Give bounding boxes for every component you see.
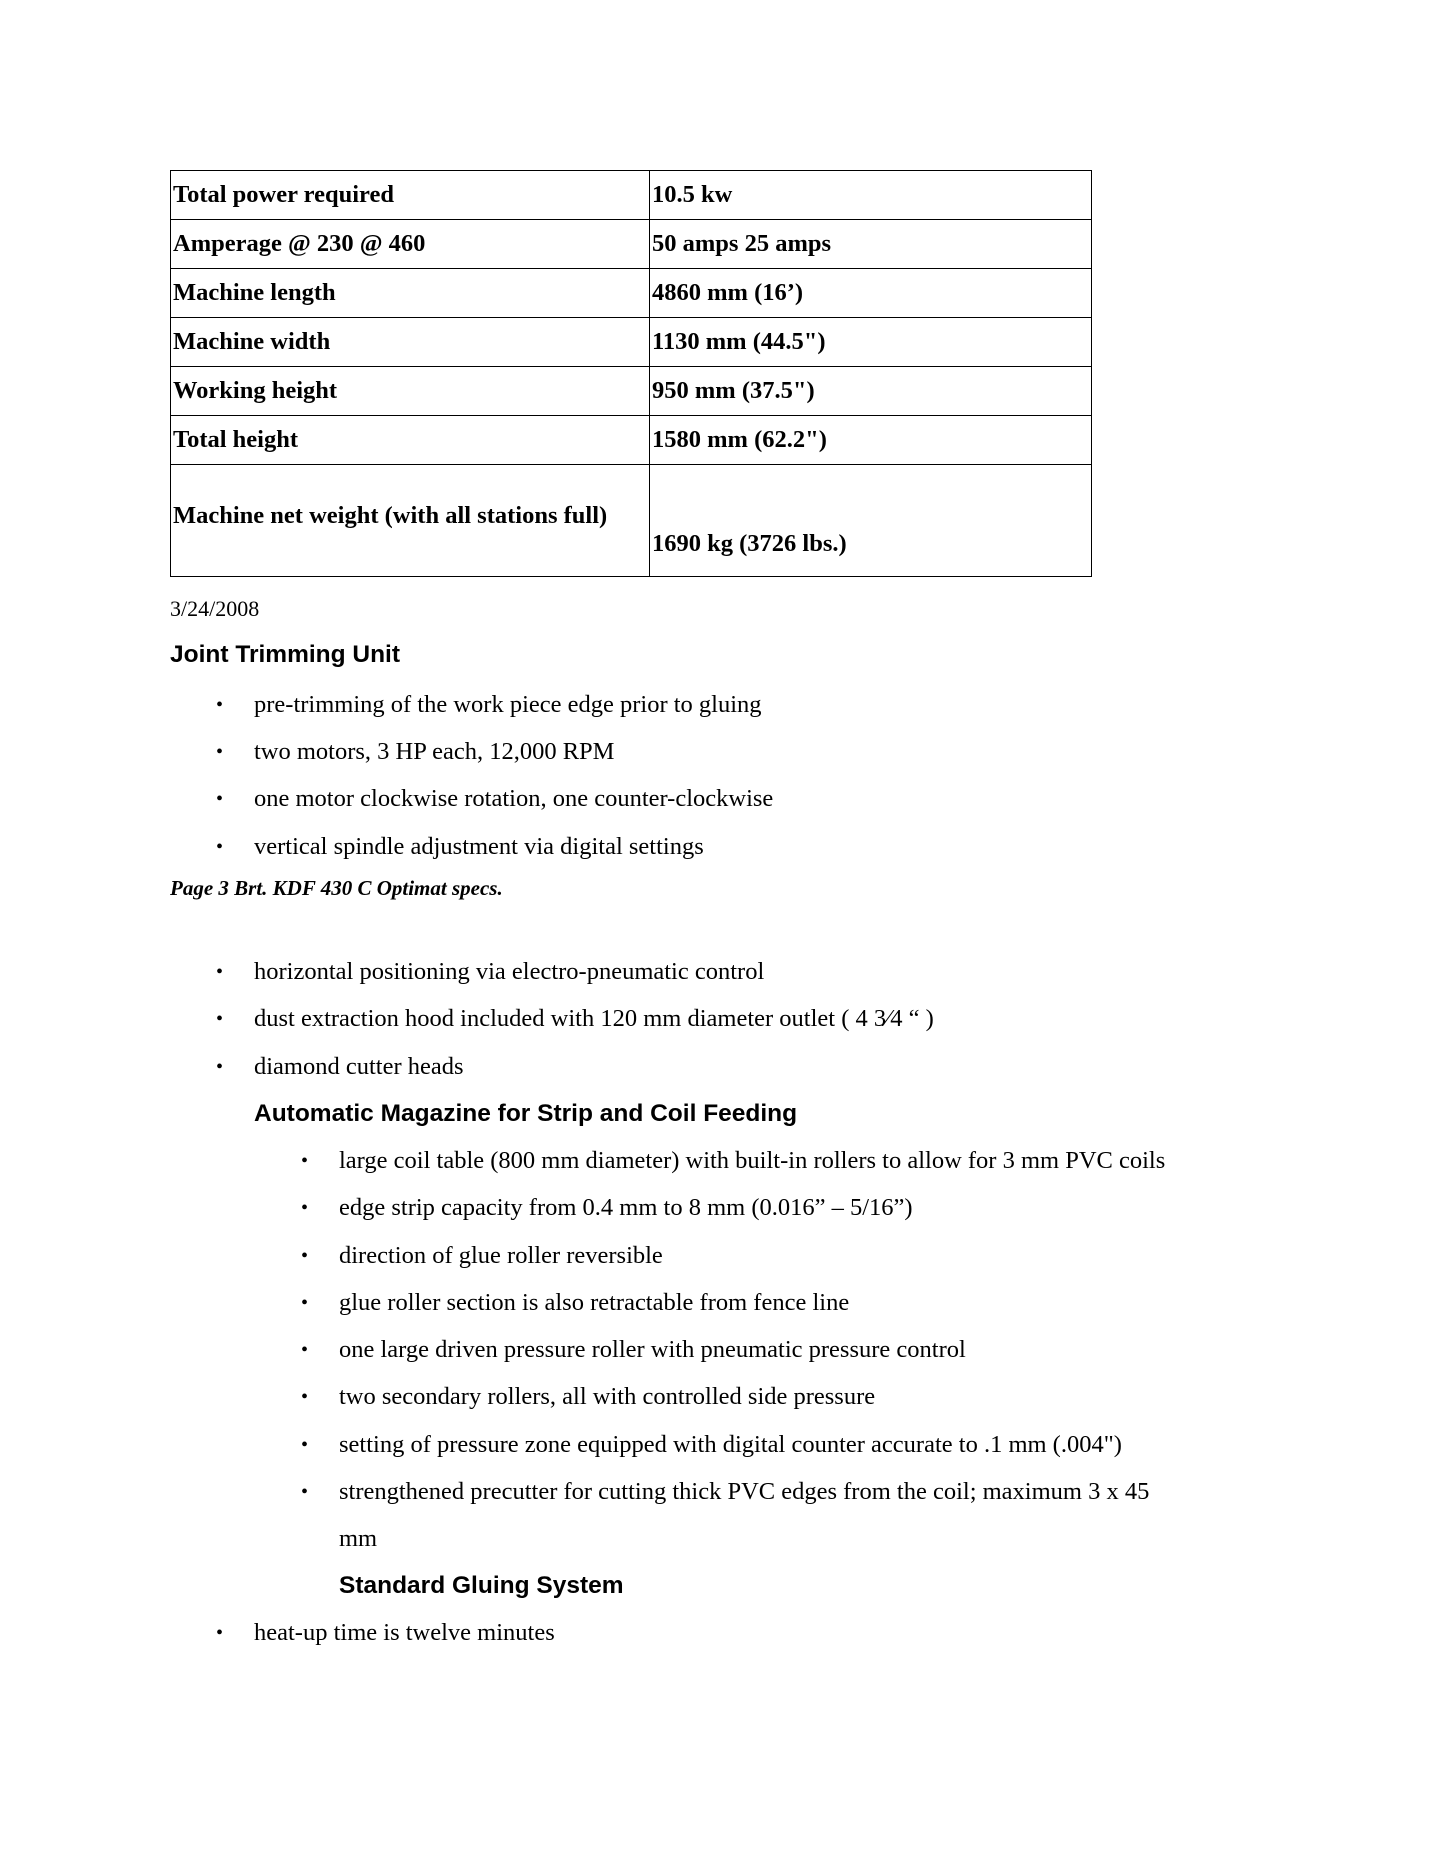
list-item: • vertical spindle adjustment via digital settings bbox=[216, 833, 704, 860]
table-row bbox=[171, 465, 1092, 577]
list-item: • horizontal positioning via electro-pneumatic control bbox=[216, 958, 765, 985]
spec-value-cell: 50 amps 25 amps bbox=[650, 220, 1092, 269]
spec-label-cell: Total height bbox=[171, 416, 650, 465]
spec-label-cell: Working height bbox=[171, 367, 650, 416]
list-item: • glue roller section is also retractable from fence line bbox=[301, 1289, 850, 1316]
section-heading-joint-trimming: Joint Trimming Unit bbox=[170, 641, 401, 668]
list-item: • large coil table (800 mm diameter) with built-in rollers to allow for 3 mm PVC coils bbox=[301, 1147, 1166, 1174]
specs-table bbox=[170, 170, 1092, 577]
spec-value-cell: 1580 mm (62.2") bbox=[650, 416, 1092, 465]
list-item: • setting of pressure zone equipped with digital counter accurate to .1 mm (.004") bbox=[301, 1431, 1122, 1458]
table-row bbox=[171, 171, 1092, 220]
document-date: 3/24/2008 bbox=[170, 596, 260, 621]
page-note: Page 3 Brt. KDF 430 C Optimat specs. bbox=[170, 876, 503, 900]
spec-value-cell: 10.5 kw bbox=[650, 171, 1092, 220]
section-heading-magazine: Automatic Magazine for Strip and Coil Feeding bbox=[254, 1100, 798, 1127]
list-item: • pre-trimming of the work piece edge prior to gluing bbox=[216, 691, 762, 718]
table-row bbox=[171, 220, 1092, 269]
list-item: • two motors, 3 HP each, 12,000 RPM bbox=[216, 738, 615, 765]
spec-label-cell: Amperage @ 230 @ 460 bbox=[171, 220, 650, 269]
list-item: • dust extraction hood included with 120 mm diameter outlet ( 4 3⁄4 “ ) bbox=[216, 1005, 934, 1032]
list-item: • one motor clockwise rotation, one counter-clockwise bbox=[216, 785, 774, 812]
spec-label-cell: Machine net weight (with all stations full) bbox=[171, 465, 650, 577]
spec-label-cell: Total power required bbox=[171, 171, 650, 220]
list-item: • edge strip capacity from 0.4 mm to 8 mm (0.016” – 5/16”) bbox=[301, 1194, 913, 1221]
spec-value-cell: 950 mm (37.5") bbox=[650, 367, 1092, 416]
table-row bbox=[171, 416, 1092, 465]
list-item: • strengthened precutter for cutting thick PVC edges from the coil; maximum 3 x 45 bbox=[301, 1478, 1150, 1505]
list-item-continuation: mm bbox=[339, 1525, 378, 1552]
list-item: • two secondary rollers, all with controlled side pressure bbox=[301, 1383, 876, 1410]
table-row bbox=[171, 269, 1092, 318]
list-item: • one large driven pressure roller with pneumatic pressure control bbox=[301, 1336, 966, 1363]
list-item: • heat-up time is twelve minutes bbox=[216, 1619, 555, 1646]
table-row bbox=[171, 318, 1092, 367]
section-heading-gluing: Standard Gluing System bbox=[339, 1572, 624, 1599]
spec-label-cell: Machine length bbox=[171, 269, 650, 318]
spec-value-cell: 1130 mm (44.5") bbox=[650, 318, 1092, 367]
table-row bbox=[171, 367, 1092, 416]
spec-value-cell: 1690 kg (3726 lbs.) bbox=[650, 465, 1092, 577]
list-item: • direction of glue roller reversible bbox=[301, 1242, 663, 1269]
spec-label-cell: Machine width bbox=[171, 318, 650, 367]
list-item: • diamond cutter heads bbox=[216, 1053, 464, 1080]
spec-value-cell: 4860 mm (16’) bbox=[650, 269, 1092, 318]
